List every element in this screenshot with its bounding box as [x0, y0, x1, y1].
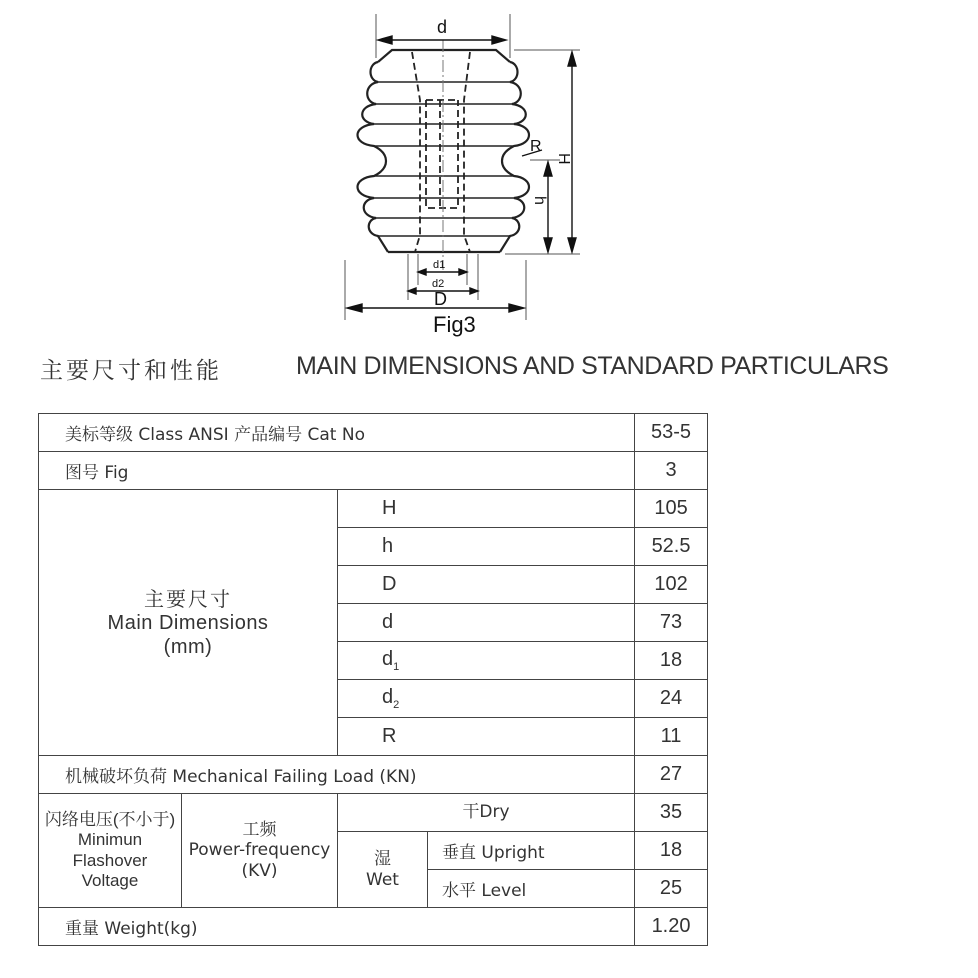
table-row: [39, 794, 708, 832]
dim-value: 102: [635, 566, 708, 604]
figure-caption: Fig3: [433, 312, 476, 337]
dim-value: 105: [635, 490, 708, 528]
main-dimensions-en: Main Dimensions: [107, 611, 269, 634]
label-d1: d1: [433, 259, 446, 271]
table-row: [39, 908, 708, 946]
dim-name: $d_2$: [338, 680, 635, 718]
wet-header: 湿 Wet: [338, 832, 428, 908]
dim-name: R: [338, 718, 635, 756]
top-cap: [378, 50, 510, 62]
weight-value: 1.20: [635, 908, 708, 946]
level-label: 水平 Level: [428, 870, 635, 908]
main-dimensions-unit: (mm): [163, 635, 213, 658]
dim-name: h: [338, 528, 635, 566]
label-D: D: [434, 289, 447, 309]
dim-name: H: [338, 490, 635, 528]
level-value: 25: [635, 870, 708, 908]
weight-label: 重量 Weight(kg): [39, 908, 635, 946]
dim-name: D: [338, 566, 635, 604]
class-value: 53-5: [635, 414, 708, 452]
table-row: [39, 414, 708, 452]
table-row: [39, 452, 708, 490]
main-dimensions-cn: 主要尺寸: [144, 586, 232, 611]
dim-value: 52.5: [635, 528, 708, 566]
table-row: [39, 490, 708, 528]
spec-table: [38, 413, 708, 946]
flashover-header: 闪络电压(不小于) Minimun Flashover Voltage: [39, 794, 182, 908]
upright-value: 18: [635, 832, 708, 870]
insulator-drawing: [330, 5, 630, 345]
heading-chinese: 主要尺寸和性能: [40, 358, 222, 384]
label-d2: d2: [432, 278, 445, 290]
dim-value: 24: [635, 680, 708, 718]
mech-label: 机械破坏负荷 Mechanical Failing Load (KN): [39, 756, 635, 794]
table-row: [39, 756, 708, 794]
label-R: R: [530, 138, 542, 155]
power-frequency-header: 工频 Power-frequency (KV): [182, 794, 338, 908]
upright-label: 垂直 Upright: [428, 832, 635, 870]
dry-value: 35: [635, 794, 708, 832]
fig-value: 3: [635, 452, 708, 490]
dim-name: d: [338, 604, 635, 642]
fig-label: 图号 Fig: [39, 452, 635, 490]
flashover-cn: 闪络电压(不小于): [44, 809, 176, 829]
mech-value: 27: [635, 756, 708, 794]
label-d: d: [437, 17, 448, 37]
heading-english: MAIN DIMENSIONS AND STANDARD PARTICULARS: [296, 352, 889, 380]
dim-value: 18: [635, 642, 708, 680]
main-dimensions-header: [39, 490, 338, 756]
dim-value: 73: [635, 604, 708, 642]
label-H: H: [555, 153, 572, 165]
dim-value: 11: [635, 718, 708, 756]
left-profile: [358, 62, 389, 252]
right-profile: [500, 62, 529, 252]
label-h: h: [531, 196, 548, 205]
dim-name: $d_1$: [338, 642, 635, 680]
dry-label: 干Dry: [338, 794, 635, 832]
class-label: 美标等级 Class ANSI 产品编号 Cat No: [39, 414, 635, 452]
